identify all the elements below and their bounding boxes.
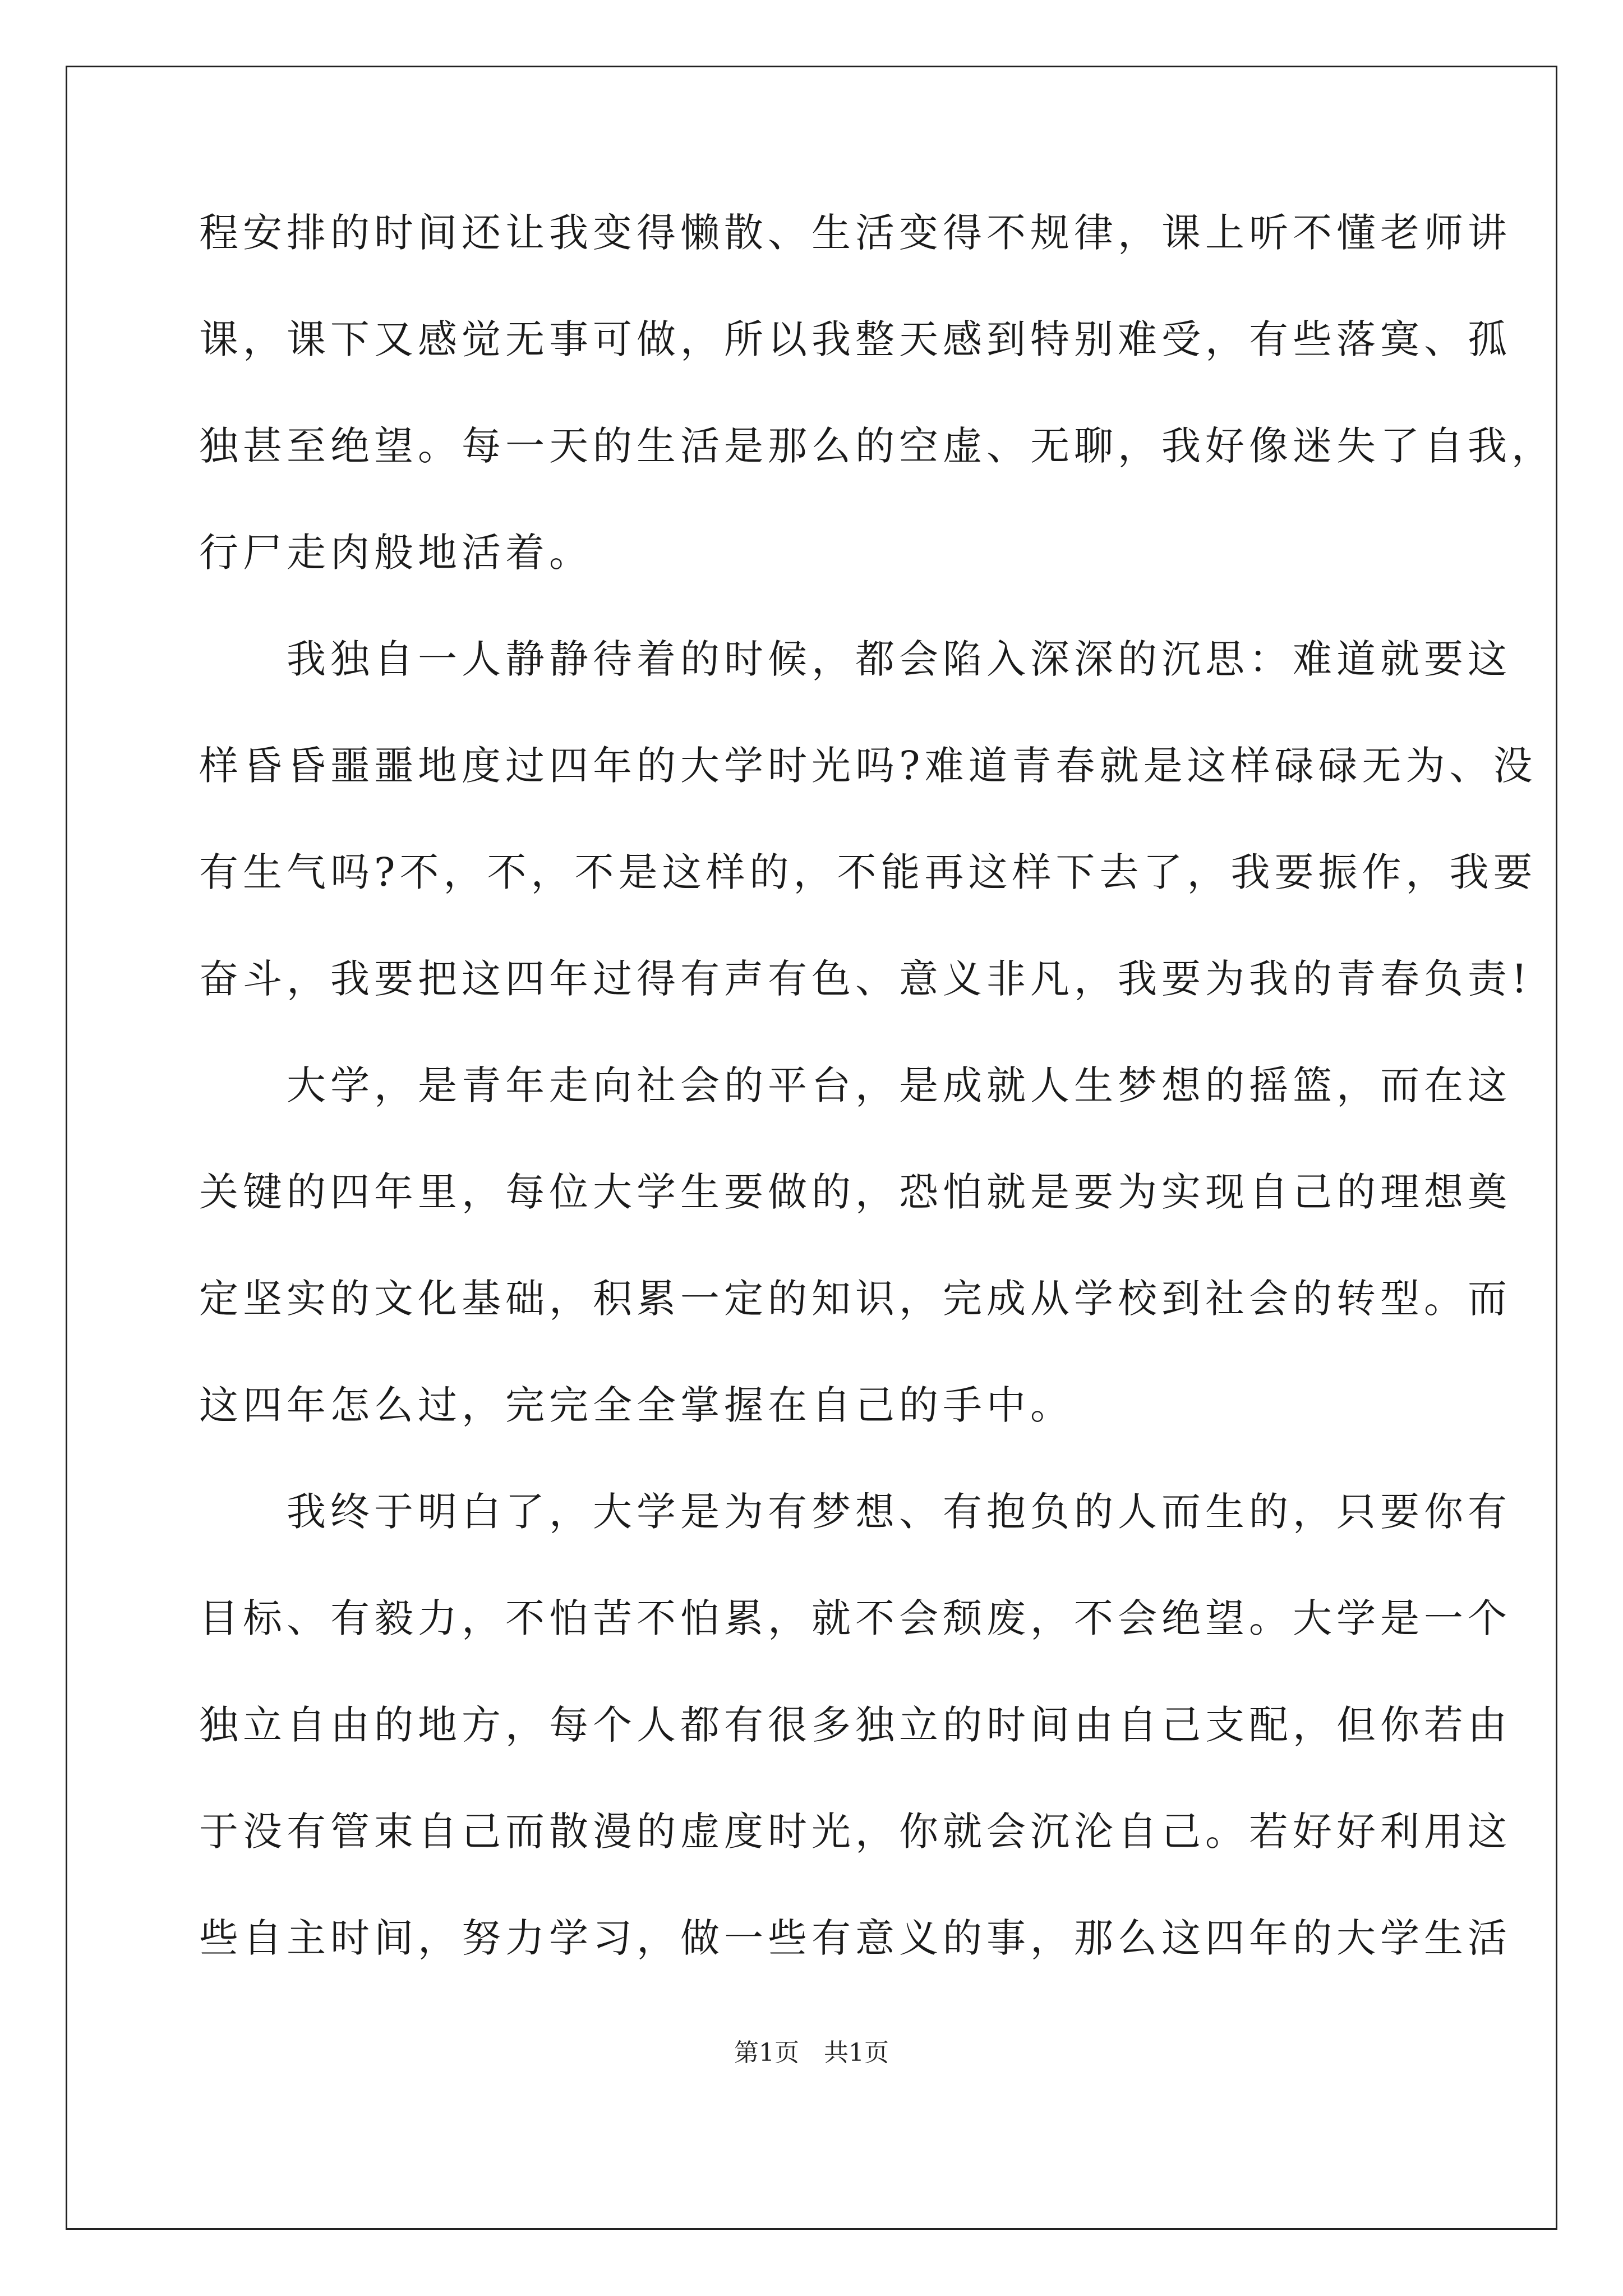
text-line-3: 独甚至绝望。每一天的生活是那么的空虚、无聊，我好像迷失了自我， xyxy=(199,423,1555,469)
text-line-11: 定坚实的文化基础，积累一定的知识，完成从学校到社会的转型。而 xyxy=(199,1276,1511,1322)
text-line-1: 程安排的时间还让我变得懒散、生活变得不规律，课上听不懂老师讲 xyxy=(199,210,1511,256)
text-line-16: 于没有管束自己而散漫的虚度时光，你就会沉沦自己。若好好利用这 xyxy=(199,1809,1511,1855)
text-line-7: 有生气吗?不，不，不是这样的，不能再这样下去了，我要振作，我要 xyxy=(199,849,1537,895)
text-line-5: 我独自一人静静待着的时候，都会陷入深深的沉思：难道就要这 xyxy=(199,636,1511,682)
text-line-2: 课，课下又感觉无事可做，所以我整天感到特别难受，有些落寞、孤 xyxy=(199,316,1511,362)
text-line-9: 大学，是青年走向社会的平台，是成就人生梦想的摇篮，而在这 xyxy=(199,1062,1511,1108)
text-line-10: 关键的四年里，每位大学生要做的，恐怕就是要为实现自己的理想奠 xyxy=(199,1169,1511,1215)
text-line-14: 目标、有毅力，不怕苦不怕累，就不会颓废，不会绝望。大学是一个 xyxy=(199,1595,1511,1641)
page-footer: 第1页 共1页 xyxy=(734,2039,889,2067)
text-line-17: 些自主时间，努力学习，做一些有意义的事，那么这四年的大学生活 xyxy=(199,1915,1511,1961)
text-line-12: 这四年怎么过，完完全全掌握在自己的手中。 xyxy=(199,1382,1074,1428)
text-line-4: 行尸走肉般地活着。 xyxy=(199,530,593,576)
text-line-8: 奋斗，我要把这四年过得有声有色、意义非凡，我要为我的青春负责! xyxy=(199,956,1532,1002)
text-line-15: 独立自由的地方，每个人都有很多独立的时间由自己支配，但你若由 xyxy=(199,1702,1511,1748)
document-body xyxy=(199,210,1555,2025)
text-line-13: 我终于明白了，大学是为有梦想、有抱负的人而生的，只要你有 xyxy=(199,1489,1511,1535)
text-line-6: 样昏昏噩噩地度过四年的大学时光吗?难道青春就是这样碌碌无为、没 xyxy=(199,743,1537,789)
